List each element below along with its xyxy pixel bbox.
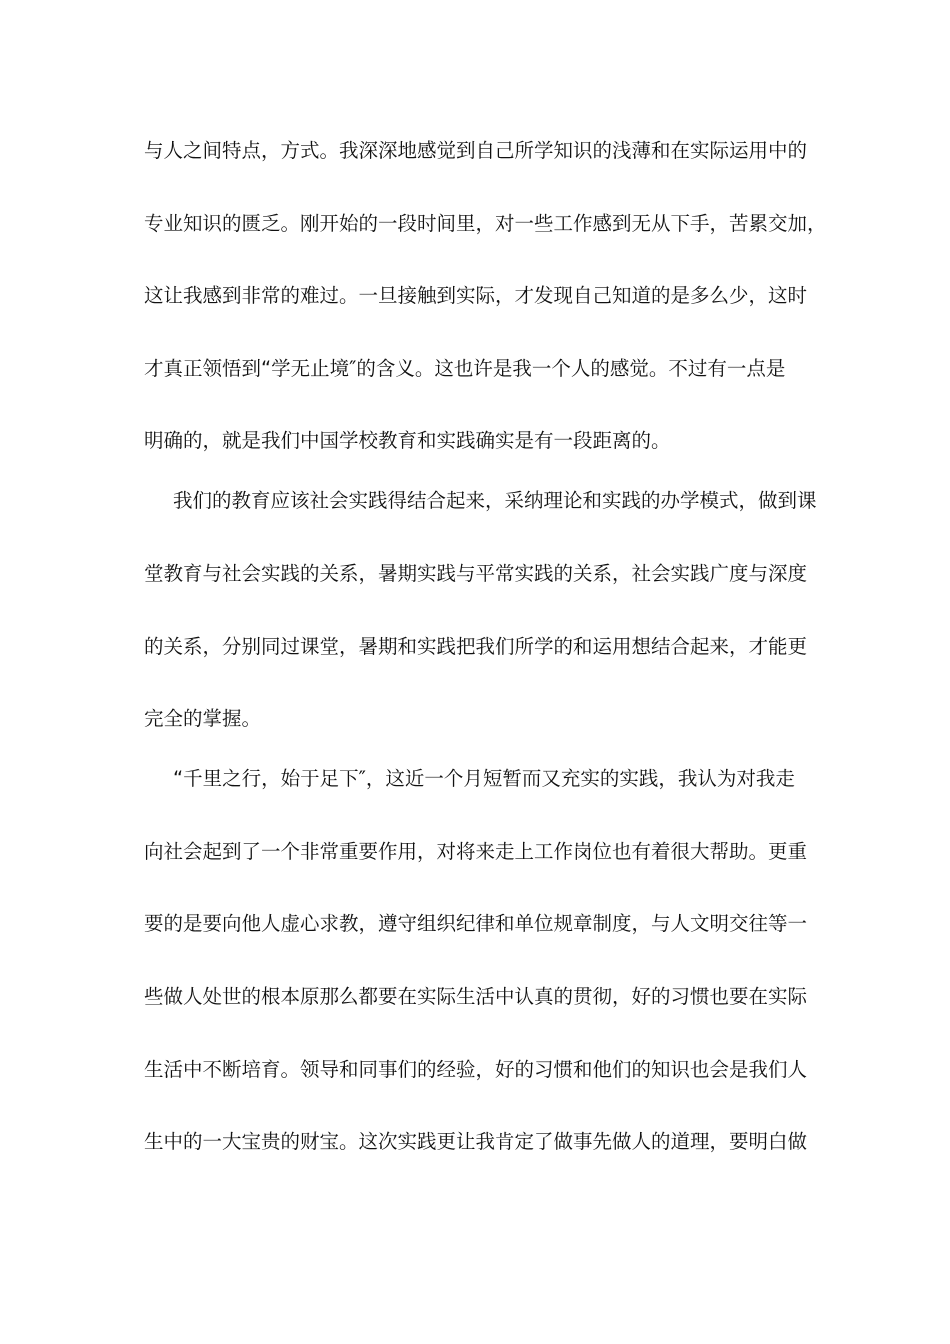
text-line: 向社会起到了一个非常重要作用，对将来走上工作岗位也有着很大帮助。更重 [144, 839, 808, 863]
text-line: 些做人处世的根本原那么都要在实际生活中认真的贯彻，好的习惯也要在实际 [144, 984, 808, 1008]
text-line: 要的是要向他人虚心求教，遵守组织纪律和单位规章制度，与人文明交往等一 [144, 912, 808, 936]
text-line: 的关系，分别同过课堂，暑期和实践把我们所学的和运用想结合起来，才能更 [144, 634, 808, 658]
paragraph-start-line: 我们的教育应该社会实践得结合起来，采纳理论和实践的办学模式，做到课 [173, 489, 817, 513]
text-line: 生活中不断培育。领导和同事们的经验，好的习惯和他们的知识也会是我们人 [144, 1057, 808, 1081]
body-text [144, 132, 827, 1196]
text-line: 与人之间特点，方式。我深深地感觉到自己所学知识的浅薄和在实际运用中的 [144, 139, 808, 162]
text-line: 堂教育与社会实践的关系，暑期实践与平常实践的关系，社会实践广度与深度 [144, 561, 808, 585]
paragraph-start-line: “千里之行，始于足下″，这近一个月短暂而又充实的实践，我认为对我走 [173, 767, 795, 791]
text-line: 明确的，就是我们中国学校教育和实践确实是有一段距离的。 [144, 429, 671, 453]
text-line: 完全的掌握。 [144, 707, 262, 731]
text-line: 这让我感到非常的难过。一旦接触到实际，才发现自己知道的是多么少，这时 [144, 284, 808, 308]
text-line: 生中的一大宝贵的财宝。这次实践更让我肯定了做事先做人的道理，要明白做 [144, 1130, 808, 1154]
text-line: 才真正领悟到“学无止境″的含义。这也许是我一个人的感觉。不过有一点是 [144, 356, 786, 380]
text-line: 专业知识的匮乏。刚开始的一段时间里，对一些工作感到无从下手，苦累交加， [144, 211, 827, 235]
